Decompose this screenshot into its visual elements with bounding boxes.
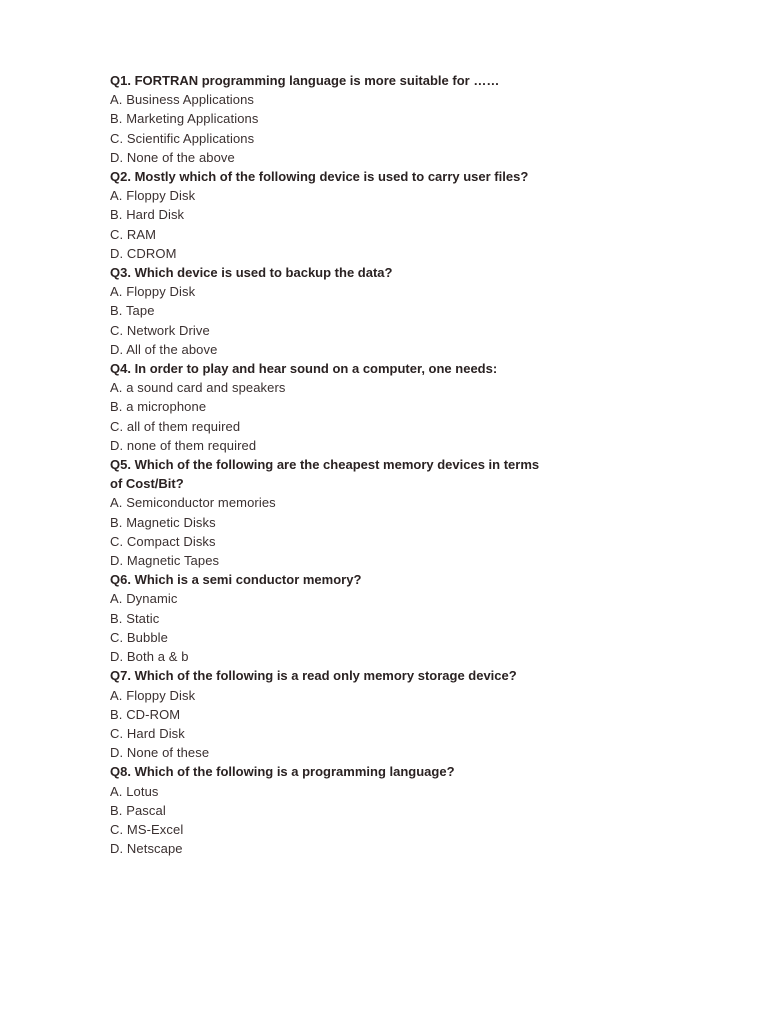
- option-b: B. Tape: [110, 303, 155, 319]
- option-a: A. Business Applications: [110, 92, 255, 108]
- option-a: A. Floppy Disk: [110, 687, 196, 703]
- question-text: Q6. Which is a semi conductor memory?: [110, 572, 362, 588]
- option-c: C. Bubble: [110, 629, 168, 645]
- option-b: B. Static: [110, 610, 160, 626]
- option-d: D. Both a & b: [110, 649, 189, 665]
- question-text-line-1: Q5. Which of the following are the cheapest memory devices in terms: [110, 457, 540, 473]
- option-b: B. Marketing Applications: [110, 111, 259, 127]
- question-block-3: [110, 263, 710, 359]
- option-c: C. Network Drive: [110, 322, 210, 338]
- option-d: D. CDROM: [110, 245, 177, 261]
- option-d: D. None of these: [110, 745, 210, 761]
- question-text: Q7. Which of the following is a read only memory storage device?: [110, 668, 517, 684]
- option-d: D. none of them required: [110, 437, 257, 453]
- quiz-document: [110, 71, 710, 858]
- question-text: Q3. Which device is used to backup the data?: [110, 265, 393, 281]
- question-text-line-2: of Cost/Bit?: [110, 476, 184, 492]
- question-block-1: [110, 71, 710, 167]
- option-c: C. RAM: [110, 226, 157, 242]
- option-d: D. Netscape: [110, 841, 183, 857]
- option-a: A. Floppy Disk: [110, 284, 196, 300]
- option-b: B. a microphone: [110, 399, 207, 415]
- option-d: D. Magnetic Tapes: [110, 553, 220, 569]
- question-block-6: [110, 570, 710, 666]
- question-block-4: [110, 359, 710, 455]
- option-c: C. Scientific Applications: [110, 130, 255, 146]
- option-a: A. a sound card and speakers: [110, 380, 286, 396]
- option-b: B. Magnetic Disks: [110, 514, 216, 530]
- question-text: Q4. In order to play and hear sound on a computer, one needs:: [110, 361, 498, 377]
- question-block-5: [110, 455, 710, 570]
- question-block-2: [110, 167, 710, 263]
- option-c: C. MS-Excel: [110, 821, 184, 837]
- question-text: Q2. Mostly which of the following device is used to carry user files?: [110, 169, 529, 185]
- option-a: A. Semiconductor memories: [110, 495, 276, 511]
- option-d: D. None of the above: [110, 149, 235, 165]
- option-b: B. CD-ROM: [110, 706, 181, 722]
- option-a: A. Lotus: [110, 783, 159, 799]
- option-c: C. Compact Disks: [110, 533, 216, 549]
- option-a: A. Dynamic: [110, 591, 178, 607]
- option-c: C. Hard Disk: [110, 725, 185, 741]
- option-b: B. Hard Disk: [110, 207, 185, 223]
- option-c: C. all of them required: [110, 418, 241, 434]
- option-a: A. Floppy Disk: [110, 188, 196, 204]
- question-block-7: [110, 666, 710, 762]
- option-d: D. All of the above: [110, 341, 218, 357]
- option-b: B. Pascal: [110, 802, 166, 818]
- question-block-8: [110, 762, 710, 858]
- question-text: Q8. Which of the following is a programming language?: [110, 764, 455, 780]
- question-text: Q1. FORTRAN programming language is more suitable for ……: [110, 73, 500, 88]
